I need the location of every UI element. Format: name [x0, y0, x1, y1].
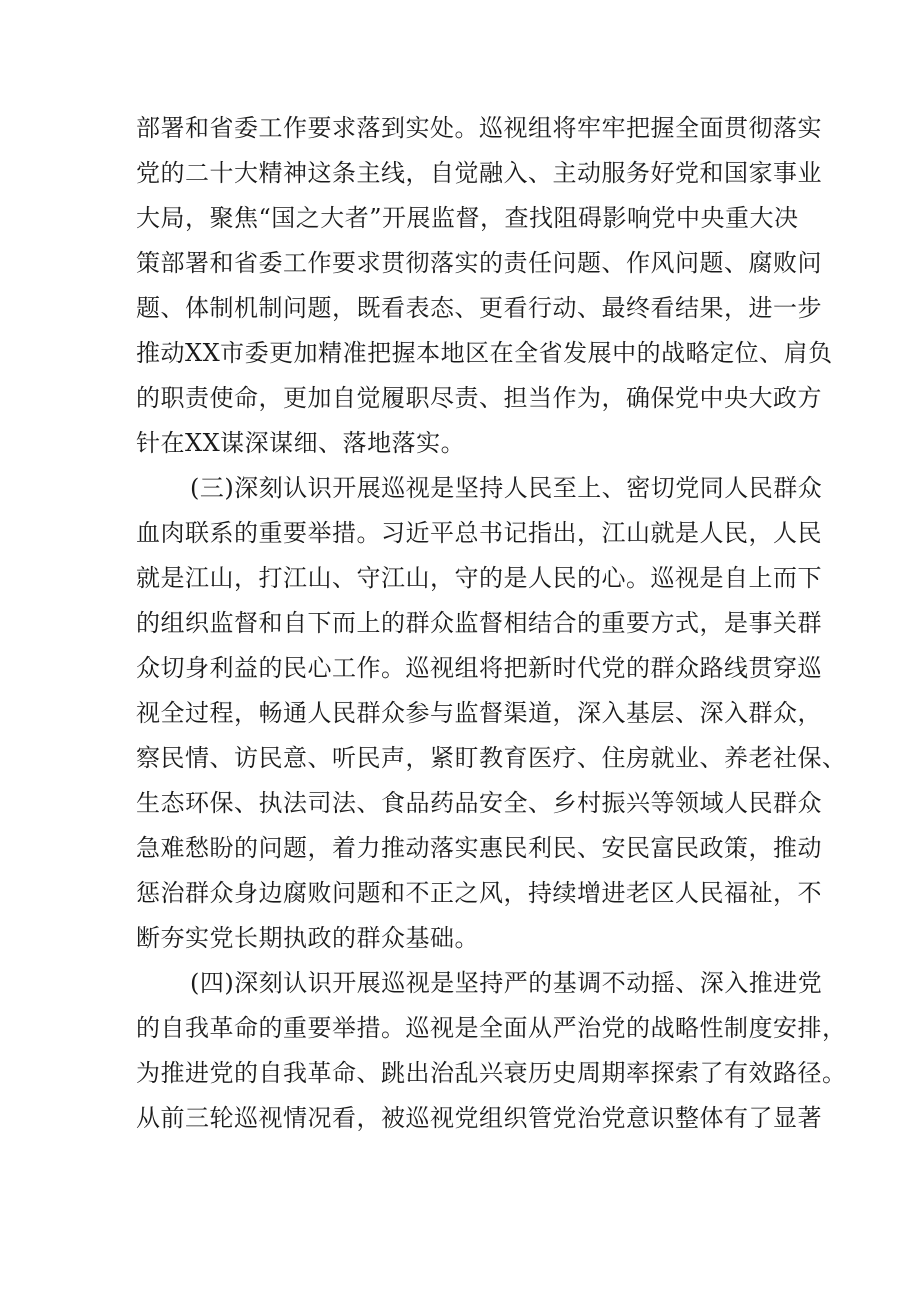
paragraph-line: 血肉联系的重要举措。习近平总书记指出，江山就是人民，人民: [136, 519, 822, 547]
paragraph-line: 生态环保、执法司法、食品药品安全、乡村振兴等领域人民群众: [136, 789, 822, 817]
paragraph-line: 部署和省委工作要求落到实处。巡视组将牢牢把握全面贯彻落实: [136, 114, 822, 142]
paragraph-line: 视全过程，畅通人民群众参与监督渠道，深入基层、深入群众，: [136, 699, 822, 727]
paragraph-line: 大局，聚焦“国之大者”开展监督，查找阻碍影响党中央重大决: [136, 204, 799, 232]
paragraph-line: 为推进党的自我革命、跳出治乱兴衰历史周期率探索了有效路径。: [136, 1059, 847, 1087]
paragraph-line: 针在XX谋深谋细、落地落实。: [136, 429, 466, 457]
paragraph-line: 的自我革命的重要举措。巡视是全面从严治党的战略性制度安排，: [136, 1014, 847, 1042]
paragraph-line: 众切身利益的民心工作。巡视组将把新时代党的群众路线贯穿巡: [136, 654, 822, 682]
section-heading-line: (三)深刻认识开展巡视是坚持人民至上、密切党同人民群众: [190, 474, 823, 502]
paragraph-line: 党的二十大精神这条主线，自觉融入、主动服务好党和国家事业: [136, 159, 822, 187]
paragraph-line: 急难愁盼的问题，着力推动落实惠民利民、安民富民政策，推动: [136, 834, 822, 862]
paragraph-line: 惩治群众身边腐败问题和不正之风，持续增进老区人民福祉，不: [136, 879, 822, 907]
section-heading-line: (四)深刻认识开展巡视是坚持严的基调不动摇、深入推进党: [190, 969, 823, 997]
paragraph-line: 推动XX市委更加精准把握本地区在全省发展中的战略定位、肩负: [136, 339, 833, 367]
paragraph-line: 断夯实党长期执政的群众基础。: [136, 924, 479, 952]
paragraph-line: 就是江山，打江山、守江山，守的是人民的心。巡视是自上而下: [136, 564, 822, 592]
paragraph-line: 策部署和省委工作要求贯彻落实的责任问题、作风问题、腐败问: [136, 249, 822, 277]
paragraph-line: 从前三轮巡视情况看，被巡视党组织管党治党意识整体有了显著: [136, 1104, 822, 1132]
paragraph-line: 的职责使命，更加自觉履职尽责、担当作为，确保党中央大政方: [136, 384, 822, 412]
paragraph-line: 题、体制机制问题，既看表态、更看行动、最终看结果，进一步: [136, 294, 822, 322]
paragraph-line: 察民情、访民意、听民声，紧盯教育医疗、住房就业、养老社保、: [136, 744, 847, 772]
paragraph-line: 的组织监督和自下而上的群众监督相结合的重要方式，是事关群: [136, 609, 822, 637]
